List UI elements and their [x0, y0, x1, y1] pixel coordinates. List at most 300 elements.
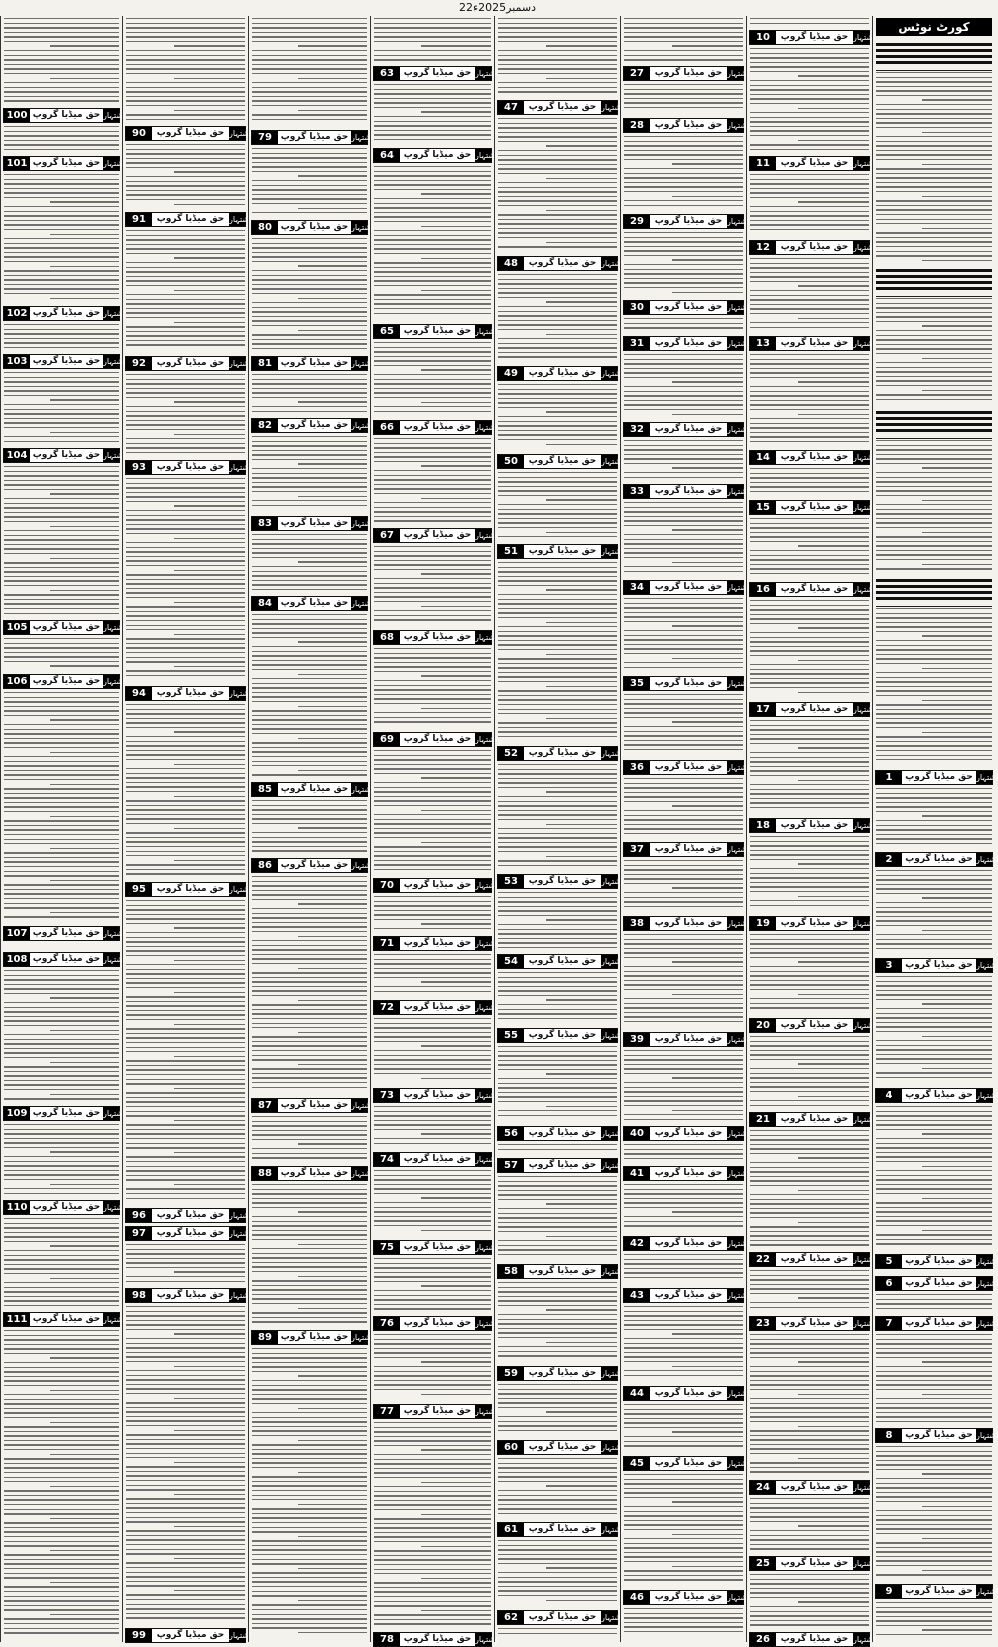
ad-group-title: حق میڈیا گروپ [403, 734, 472, 744]
ad-group-title: حق میڈیا گروپ [654, 918, 723, 928]
ad-header-40 [623, 1126, 750, 1141]
ad-header-92 [125, 356, 252, 371]
ad-tag: اشتہار [103, 955, 126, 964]
court-notice-heading [876, 40, 992, 71]
notice-text-lines [126, 900, 245, 1206]
ad-header-9 [875, 1584, 998, 1599]
notice-text-lines [4, 18, 119, 106]
ad-tag: اشتہار [853, 503, 876, 512]
ad-number: 14 [750, 451, 776, 464]
ad-group-title: حق میڈیا گروپ [32, 1202, 101, 1212]
ad-header-63 [373, 66, 498, 81]
ad-header-79 [251, 130, 374, 145]
ad-header-90 [125, 126, 252, 141]
ad-tag: اشتہار [475, 327, 498, 336]
ad-number: 2 [876, 853, 902, 866]
ad-header-73 [373, 1088, 498, 1103]
ad-number: 91 [126, 213, 152, 226]
date-header: 22دسمبر2025ء [458, 1, 537, 14]
ad-number: 20 [750, 1019, 776, 1032]
ad-tag: اشتہار [351, 223, 374, 232]
ad-header-94 [125, 686, 252, 701]
ad-header-65 [373, 324, 498, 339]
ad-header-77 [373, 1404, 498, 1419]
ad-tag: اشتہار [853, 1635, 876, 1644]
ad-tag: اشتہار [103, 1109, 126, 1118]
notice-text-lines [750, 48, 869, 154]
ad-tag: اشتہار [976, 1091, 998, 1100]
ad-header-110 [3, 1200, 126, 1215]
ad-number: 12 [750, 241, 776, 254]
ad-group-title: حق میڈیا گروپ [156, 1290, 225, 1300]
notice-text-lines [624, 1144, 743, 1164]
notice-text-lines [750, 174, 869, 238]
ad-header-98 [125, 1288, 252, 1303]
notice-text-lines [126, 144, 245, 210]
ad-header-24 [749, 1480, 876, 1495]
ad-tag: اشتہار [103, 1203, 126, 1212]
ad-number: 34 [624, 581, 650, 594]
ad-group-title: حق میڈیا گروپ [156, 1228, 225, 1238]
ad-number: 95 [126, 883, 152, 896]
ad-tag: اشتہار [976, 1257, 998, 1266]
notice-text-lines [624, 694, 743, 758]
ad-number: 27 [624, 67, 650, 80]
ad-group-title: حق میڈیا گروپ [780, 338, 849, 348]
ad-tag: اشتہار [103, 309, 126, 318]
ad-tag: اشتہار [475, 939, 498, 948]
ad-group-title: حق میڈیا گروپ [528, 546, 597, 556]
ad-tag: اشتہار [601, 957, 624, 966]
ad-number: 87 [252, 1099, 278, 1112]
ad-header-18 [749, 818, 876, 833]
ad-number: 75 [374, 1241, 400, 1254]
notice-text-lines [876, 1106, 992, 1252]
notice-text-lines [126, 374, 245, 458]
notice-text-lines [126, 1306, 245, 1626]
notice-text-lines [252, 374, 367, 416]
notice-text-lines [750, 1334, 869, 1478]
ad-number: 78 [374, 1633, 400, 1646]
ad-tag: اشتہار [103, 623, 126, 632]
ad-tag: اشتہار [853, 339, 876, 348]
column-3 [248, 16, 374, 1642]
notice-text-lines [750, 600, 869, 700]
ad-number: 107 [4, 927, 30, 940]
ad-header-101 [3, 156, 126, 171]
ad-number: 16 [750, 583, 776, 596]
ad-group-title: حق میڈیا گروپ [403, 1634, 472, 1644]
ad-tag: اشتہار [601, 547, 624, 556]
ad-group-title: حق میڈیا گروپ [403, 1002, 472, 1012]
ad-number: 53 [498, 875, 524, 888]
ad-tag: اشتہار [229, 885, 252, 894]
ad-header-7 [875, 1316, 998, 1331]
ad-tag: اشتہار [229, 1229, 252, 1238]
notice-text-lines [126, 230, 245, 354]
ad-header-46 [623, 1590, 750, 1605]
ad-tag: اشتہار [475, 69, 498, 78]
notice-text-lines [252, 436, 367, 514]
ad-tag: اشتہار [727, 1459, 750, 1468]
ad-header-109 [3, 1106, 126, 1121]
notice-text-lines [876, 1294, 992, 1314]
ad-header-16 [749, 582, 876, 597]
notice-text-lines [750, 836, 869, 914]
ad-group-title: حق میڈیا گروپ [528, 1160, 597, 1170]
notice-text-lines [624, 860, 743, 914]
ad-number: 5 [876, 1255, 902, 1268]
ad-tag: اشتہار [727, 303, 750, 312]
ad-number: 36 [624, 761, 650, 774]
ad-number: 64 [374, 149, 400, 162]
ad-group-title: حق میڈیا گروپ [780, 452, 849, 462]
ad-group-title: حق میڈیا گروپ [654, 1458, 723, 1468]
ad-tag: اشتہار [351, 785, 374, 794]
ad-header-53 [497, 874, 624, 889]
ad-group-title: حق میڈیا گروپ [403, 1242, 472, 1252]
ad-group-title: حق میڈیا گروپ [654, 1592, 723, 1602]
column-4 [370, 16, 498, 1645]
ad-tag: اشتہار [727, 339, 750, 348]
ad-number: 18 [750, 819, 776, 832]
ad-tag: اشتہار [601, 877, 624, 886]
notice-text-lines [374, 1170, 491, 1238]
notice-text-lines [624, 778, 743, 840]
notice-text-lines [126, 478, 245, 684]
ad-group-title: حق میڈیا گروپ [32, 954, 101, 964]
ad-group-title: حق میڈیا گروپ [528, 956, 597, 966]
ad-tag: اشتہار [103, 159, 126, 168]
ad-tag: اشتہار [727, 1035, 750, 1044]
ad-group-title: حق میڈیا گروپ [156, 214, 225, 224]
ad-group-title: حق میڈیا گروپ [528, 1128, 597, 1138]
ad-group-title: حق میڈیا گروپ [780, 32, 849, 42]
notice-text-lines [374, 438, 491, 526]
ad-group-title: حق میڈیا گروپ [280, 420, 349, 430]
notice-text-lines [624, 934, 743, 1030]
notice-text-lines [374, 166, 491, 322]
ad-header-35 [623, 676, 750, 691]
ad-number: 111 [4, 1313, 30, 1326]
notice-text-lines [750, 354, 869, 448]
ad-tag: اشتہار [475, 735, 498, 744]
ad-tag: اشتہار [727, 1239, 750, 1248]
notice-text-lines [252, 148, 367, 218]
ad-number: 66 [374, 421, 400, 434]
notice-text-lines [4, 174, 119, 304]
ad-group-title: حق میڈیا گروپ [780, 1020, 849, 1030]
ad-number: 49 [498, 367, 524, 380]
ad-header-62 [497, 1610, 624, 1625]
notice-text-lines [498, 562, 617, 744]
notice-text-lines [876, 1602, 992, 1640]
notice-text-lines [4, 1218, 119, 1310]
ad-number: 17 [750, 703, 776, 716]
ad-header-8 [875, 1428, 998, 1443]
notice-text-lines [126, 704, 245, 880]
ad-header-89 [251, 1330, 374, 1345]
ad-group-title: حق میڈیا گروپ [528, 1442, 597, 1452]
ad-group-title: حق میڈیا گروپ [905, 1586, 973, 1596]
ad-group-title: حق میڈیا گروپ [156, 884, 225, 894]
ad-number: 85 [252, 783, 278, 796]
ad-number: 43 [624, 1289, 650, 1302]
ad-header-66 [373, 420, 498, 435]
ad-tag: اشتہار [853, 919, 876, 928]
notice-text-lines [4, 1124, 119, 1198]
ad-number: 89 [252, 1331, 278, 1344]
notice-text-lines [4, 1330, 119, 1640]
ad-group-title: حق میڈیا گروپ [403, 1406, 472, 1416]
ad-group-title: حق میڈیا گروپ [403, 1090, 472, 1100]
notice-text-lines [4, 126, 119, 154]
ad-number: 96 [126, 1209, 152, 1222]
ad-tag: اشتہار [351, 1169, 374, 1178]
column-8 [872, 16, 998, 1642]
ad-tag: اشتہار [229, 359, 252, 368]
ad-number: 33 [624, 485, 650, 498]
ad-tag: اشتہار [229, 215, 252, 224]
ad-group-title: حق میڈیا گروپ [654, 68, 723, 78]
notice-text-lines [624, 1474, 743, 1588]
ad-number: 25 [750, 1557, 776, 1570]
notice-text-lines [374, 1422, 491, 1630]
ad-header-88 [251, 1166, 374, 1181]
ad-group-title: حق میڈیا گروپ [403, 1318, 472, 1328]
ad-header-31 [623, 336, 750, 351]
notice-text-lines [498, 1628, 617, 1640]
notice-text-lines [750, 18, 869, 28]
notice-text-lines [624, 232, 743, 298]
ad-group-title: حق میڈیا گروپ [403, 530, 472, 540]
ad-number: 11 [750, 157, 776, 170]
notice-text-lines [876, 870, 992, 956]
ad-header-25 [749, 1556, 876, 1571]
ad-group-title: حق میڈیا گروپ [780, 704, 849, 714]
ad-number: 62 [498, 1611, 524, 1624]
ad-tag: اشتہار [727, 1169, 750, 1178]
ad-tag: اشتہار [853, 821, 876, 830]
ad-tag: اشتہار [976, 773, 998, 782]
ad-group-title: حق میڈیا گروپ [32, 928, 101, 938]
notice-text-lines [252, 1348, 367, 1640]
ad-tag: اشتہار [601, 259, 624, 268]
ad-group-title: حق میڈیا گروپ [280, 1332, 349, 1342]
notice-text-lines [374, 1018, 491, 1086]
ad-number: 56 [498, 1127, 524, 1140]
notice-text-lines [252, 1116, 367, 1164]
ad-tag: اشتہار [727, 121, 750, 130]
ad-header-100 [3, 108, 126, 123]
ad-header-58 [497, 1264, 624, 1279]
notice-text-lines [498, 274, 617, 364]
ad-group-title: حق میڈیا گروپ [156, 688, 225, 698]
ad-header-97 [125, 1226, 252, 1241]
ad-number: 100 [4, 109, 30, 122]
ad-number: 97 [126, 1227, 152, 1240]
ad-group-title: حق میڈیا گروپ [654, 216, 723, 226]
ad-tag: اشتہار [601, 1031, 624, 1040]
ad-header-17 [749, 702, 876, 717]
column-7 [746, 16, 876, 1645]
ad-header-59 [497, 1366, 624, 1381]
ad-tag: اشتہار [601, 1369, 624, 1378]
ad-number: 38 [624, 917, 650, 930]
ad-number: 47 [498, 101, 524, 114]
ad-number: 41 [624, 1167, 650, 1180]
ad-tag: اشتہار [601, 1267, 624, 1276]
ad-header-1 [875, 770, 998, 785]
notice-text-lines [498, 1282, 617, 1364]
notice-text-lines [750, 258, 869, 334]
ad-tag: اشتہار [475, 1003, 498, 1012]
ad-number: 109 [4, 1107, 30, 1120]
ad-header-21 [749, 1112, 876, 1127]
ad-header-27 [623, 66, 750, 81]
ad-header-20 [749, 1018, 876, 1033]
ad-tag: اشتہار [351, 861, 374, 870]
ad-group-title: حق میڈیا گروپ [156, 1210, 225, 1220]
notice-text-lines [876, 788, 992, 850]
ad-tag: اشتہار [601, 1161, 624, 1170]
ad-number: 35 [624, 677, 650, 690]
ad-group-title: حق میڈیا گروپ [780, 502, 849, 512]
ad-number: 65 [374, 325, 400, 338]
ad-header-80 [251, 220, 374, 235]
notice-text-lines [374, 1106, 491, 1150]
notice-text-lines [4, 324, 119, 352]
notice-text-lines [624, 1184, 743, 1234]
notice-text-lines [498, 1384, 617, 1438]
ad-group-title: حق میڈیا گروپ [528, 456, 597, 466]
notice-text-lines [624, 440, 743, 482]
ad-group-title: حق میڈیا گروپ [403, 880, 472, 890]
ad-number: 69 [374, 733, 400, 746]
ad-tag: اشتہار [475, 1635, 498, 1644]
ad-header-71 [373, 936, 498, 951]
notice-text-lines [876, 72, 992, 266]
ad-number: 3 [876, 959, 902, 972]
ad-tag: اشتہار [976, 1587, 998, 1596]
notice-text-lines [498, 764, 617, 872]
notice-text-lines [624, 1306, 743, 1384]
ad-tag: اشتہار [853, 1483, 876, 1492]
notice-text-lines [4, 466, 119, 618]
ad-header-47 [497, 100, 624, 115]
ad-number: 63 [374, 67, 400, 80]
ad-header-55 [497, 1028, 624, 1043]
ad-tag: اشتہار [103, 677, 126, 686]
ad-tag: اشتہار [976, 961, 998, 970]
ad-header-28 [623, 118, 750, 133]
ad-number: 70 [374, 879, 400, 892]
ad-number: 80 [252, 221, 278, 234]
ad-group-title: حق میڈیا گروپ [780, 1634, 849, 1644]
ad-group-title: حق میڈیا گروپ [905, 1256, 973, 1266]
ad-number: 29 [624, 215, 650, 228]
ad-group-title: حق میڈیا گروپ [280, 358, 349, 368]
ad-tag: اشتہار [853, 159, 876, 168]
notice-text-lines [624, 18, 743, 64]
ad-header-29 [623, 214, 750, 229]
ad-group-title: حق میڈیا گروپ [403, 632, 472, 642]
ad-group-title: حق میڈیا گروپ [32, 1108, 101, 1118]
ad-tag: اشتہار [601, 457, 624, 466]
ad-tag: اشتہار [229, 1291, 252, 1300]
ad-group-title: حق میڈیا گروپ [780, 918, 849, 928]
ad-group-title: حق میڈیا گروپ [528, 748, 597, 758]
ad-group-title: حق میڈیا گروپ [654, 1034, 723, 1044]
ad-number: 90 [126, 127, 152, 140]
ad-group-title: حق میڈیا گروپ [780, 1558, 849, 1568]
ad-group-title: حق میڈیا گروپ [654, 762, 723, 772]
ad-header-72 [373, 1000, 498, 1015]
ad-number: 82 [252, 419, 278, 432]
ad-header-38 [623, 916, 750, 931]
ad-group-title: حق میڈیا گروپ [528, 102, 597, 112]
ad-tag: اشتہار [727, 845, 750, 854]
ad-group-title: حق میڈیا گروپ [156, 462, 225, 472]
ad-header-85 [251, 782, 374, 797]
notice-text-lines [4, 970, 119, 1104]
notice-text-lines [876, 1446, 992, 1582]
notice-text-lines [750, 1130, 869, 1250]
notice-text-lines [498, 1458, 617, 1520]
ad-number: 32 [624, 423, 650, 436]
ad-number: 79 [252, 131, 278, 144]
ad-tag: اشتہار [853, 1559, 876, 1568]
ad-number: 104 [4, 449, 30, 462]
ad-header-83 [251, 516, 374, 531]
ad-header-26 [749, 1632, 876, 1647]
ad-number: 73 [374, 1089, 400, 1102]
ad-group-title: حق میڈیا گروپ [780, 820, 849, 830]
ad-header-41 [623, 1166, 750, 1181]
ad-tag: اشتہار [727, 425, 750, 434]
ad-header-14 [749, 450, 876, 465]
ad-group-title: حق میڈیا گروپ [780, 158, 849, 168]
column-1 [0, 16, 126, 1642]
ad-tag: اشتہار [727, 1593, 750, 1602]
ad-header-67 [373, 528, 498, 543]
ad-tag: اشتہار [601, 1525, 624, 1534]
ad-number: 22 [750, 1253, 776, 1266]
ad-group-title: حق میڈیا گروپ [780, 242, 849, 252]
ad-number: 8 [876, 1429, 902, 1442]
ad-number: 55 [498, 1029, 524, 1042]
ad-number: 83 [252, 517, 278, 530]
ad-group-title: حق میڈیا گروپ [905, 772, 973, 782]
notice-text-lines [374, 896, 491, 934]
ad-group-title: حق میڈیا گروپ [654, 1128, 723, 1138]
ad-tag: اشتہار [601, 1613, 624, 1622]
ad-group-title: حق میڈیا گروپ [403, 1154, 472, 1164]
ad-group-title: حق میڈیا گروپ [528, 258, 597, 268]
ad-group-title: حق میڈیا گروپ [528, 1612, 597, 1622]
notice-text-lines [374, 342, 491, 418]
ad-tag: اشتہار [475, 151, 498, 160]
notice-text-lines [374, 546, 491, 628]
notice-text-lines [374, 954, 491, 998]
ad-number: 52 [498, 747, 524, 760]
notice-text-lines [374, 1334, 491, 1402]
ad-number: 88 [252, 1167, 278, 1180]
ad-number: 84 [252, 597, 278, 610]
ad-header-86 [251, 858, 374, 873]
notice-text-lines [624, 1404, 743, 1454]
ad-group-title: حق میڈیا گروپ [905, 1278, 973, 1288]
